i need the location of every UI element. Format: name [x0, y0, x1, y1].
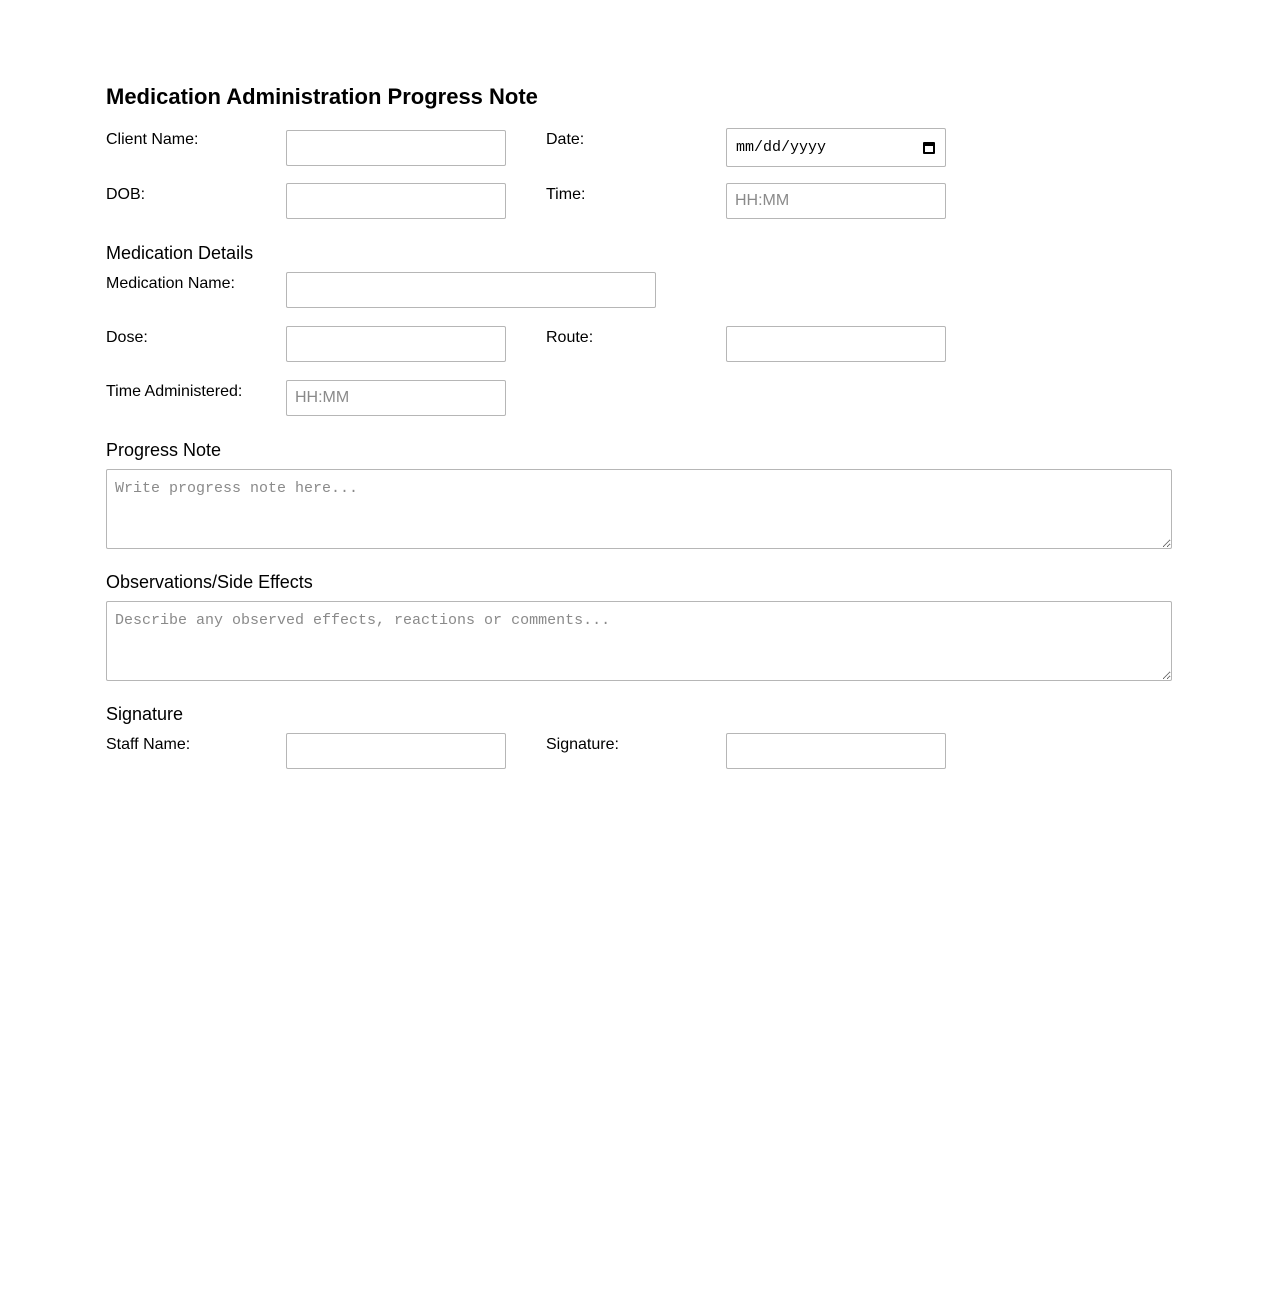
page-title: Medication Administration Progress Note	[106, 84, 538, 109]
time-administered-input[interactable]	[286, 380, 506, 416]
progress-note-form	[106, 84, 1172, 769]
date-format-text: mm/dd/yyyy	[736, 139, 827, 156]
time-administered-row	[106, 380, 1172, 416]
progress-note-textarea[interactable]	[106, 469, 1172, 549]
medication-name-input[interactable]	[286, 272, 656, 308]
dose-input[interactable]	[286, 326, 506, 362]
signature-row	[106, 733, 1172, 769]
client-name-label: Client Name:	[106, 131, 199, 148]
client-date-row	[106, 128, 1172, 164]
observations-heading: Observations/Side Effects	[106, 572, 313, 592]
medication-name-label: Medication Name:	[106, 275, 235, 292]
route-input[interactable]	[726, 326, 946, 362]
signature-label: Signature:	[546, 736, 619, 753]
date-label: Date:	[546, 131, 585, 148]
medication-details-heading: Medication Details	[106, 243, 254, 263]
medication-name-row	[106, 272, 1172, 308]
calendar-icon[interactable]	[923, 142, 935, 154]
time-input[interactable]	[726, 183, 946, 219]
dob-label: DOB:	[106, 186, 146, 203]
route-label: Route:	[546, 329, 594, 346]
staff-name-input[interactable]	[286, 733, 506, 769]
time-label: Time:	[546, 186, 586, 203]
dob-time-row	[106, 183, 1172, 219]
progress-note-heading: Progress Note	[106, 440, 222, 460]
dose-label: Dose:	[106, 329, 148, 346]
date-input[interactable]	[726, 128, 946, 167]
signature-heading: Signature	[106, 704, 184, 724]
client-name-input[interactable]	[286, 130, 506, 166]
dose-route-row	[106, 326, 1172, 362]
observations-textarea[interactable]	[106, 601, 1172, 681]
signature-input[interactable]	[726, 733, 946, 769]
dob-input[interactable]	[286, 183, 506, 219]
staff-name-label: Staff Name:	[106, 736, 191, 753]
time-administered-label: Time Administered:	[106, 383, 243, 400]
